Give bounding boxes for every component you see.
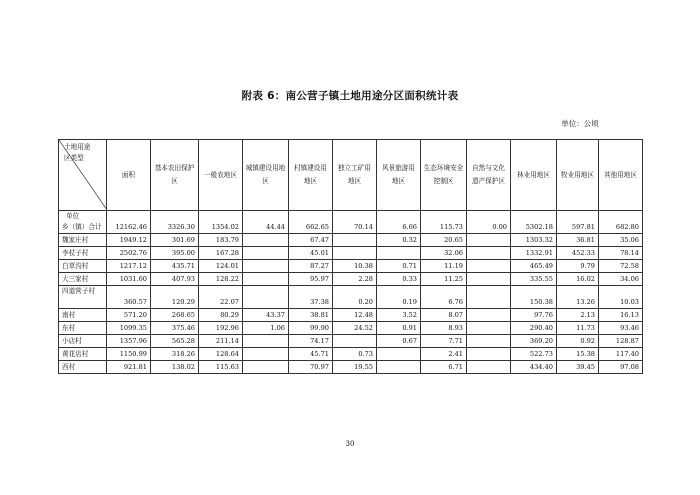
table-cell: 34.06 xyxy=(599,273,643,286)
table-cell: 12162.46 xyxy=(107,211,151,234)
table-cell: 435.71 xyxy=(151,260,199,273)
table-cell: 11.25 xyxy=(421,273,467,286)
table-cell: 67.47 xyxy=(289,234,333,247)
header-row xyxy=(59,140,643,211)
table-cell: 211.14 xyxy=(199,335,243,348)
col-header: 独立工矿用地区 xyxy=(333,140,377,211)
table-cell xyxy=(243,234,289,247)
table-cell: 43.37 xyxy=(243,309,289,322)
table-cell: 11.19 xyxy=(421,260,467,273)
table-cell: 115.63 xyxy=(199,361,243,374)
table-cell xyxy=(243,286,289,309)
table-cell: 565.28 xyxy=(151,335,199,348)
row-name: 西村 xyxy=(59,361,107,374)
table-cell: 72.58 xyxy=(599,260,643,273)
table-cell: 407.93 xyxy=(151,273,199,286)
table-cell: 128.87 xyxy=(599,335,643,348)
table-cell: 44.44 xyxy=(243,211,289,234)
table-cell: 301.69 xyxy=(151,234,199,247)
table-row xyxy=(59,335,643,348)
table-cell xyxy=(467,247,511,260)
row-name: 南村 xyxy=(59,309,107,322)
col-header: 基本农田保护区 xyxy=(151,140,199,211)
table-cell: 10.03 xyxy=(599,286,643,309)
table-cell xyxy=(467,309,511,322)
table-cell: 0.32 xyxy=(377,234,421,247)
table-cell: 95.97 xyxy=(289,273,333,286)
table-cell: 369.20 xyxy=(511,335,557,348)
table-cell: 0.33 xyxy=(377,273,421,286)
table-cell: 434.40 xyxy=(511,361,557,374)
table-cell: 19.55 xyxy=(333,361,377,374)
table-cell: 1332.91 xyxy=(511,247,557,260)
table-cell: 8.93 xyxy=(421,322,467,335)
row-name: 四道营子村 xyxy=(59,286,107,309)
table-cell: 183.79 xyxy=(199,234,243,247)
table-cell: 0.73 xyxy=(333,348,377,361)
table-cell xyxy=(243,335,289,348)
table-cell xyxy=(243,361,289,374)
table-cell: 682.80 xyxy=(599,211,643,234)
corner-header-cell xyxy=(59,140,107,211)
table-cell xyxy=(377,361,421,374)
table-cell: 20.65 xyxy=(421,234,467,247)
table-cell: 0.20 xyxy=(333,286,377,309)
row-name: 乡（镇）合计 xyxy=(62,223,102,231)
table-cell: 1031.60 xyxy=(107,273,151,286)
table-cell xyxy=(467,234,511,247)
table-cell: 11.73 xyxy=(557,322,599,335)
table-cell: 2.28 xyxy=(333,273,377,286)
row-name: 小店村 xyxy=(59,335,107,348)
table-cell: 0.92 xyxy=(557,335,599,348)
table-row xyxy=(59,211,643,234)
row-name: 白草沟村 xyxy=(59,260,107,273)
table-cell: 24.52 xyxy=(333,322,377,335)
row-name: 李杖子村 xyxy=(59,247,107,260)
table-cell: 87.27 xyxy=(289,260,333,273)
table-cell: 268.65 xyxy=(151,309,199,322)
table-cell xyxy=(377,247,421,260)
table-cell xyxy=(467,260,511,273)
corner-bottom-label: 单位 xyxy=(66,212,80,220)
table-cell xyxy=(467,286,511,309)
col-header: 生态环境安全控制区 xyxy=(421,140,467,211)
table-cell: 2.41 xyxy=(421,348,467,361)
table-cell: 6.66 xyxy=(377,211,421,234)
table-cell: 2.13 xyxy=(557,309,599,322)
table-cell: 360.57 xyxy=(107,286,151,309)
table-cell: 452.33 xyxy=(557,247,599,260)
table-cell: 1150.99 xyxy=(107,348,151,361)
table-cell: 8.07 xyxy=(421,309,467,322)
table-cell: 115.73 xyxy=(421,211,467,234)
table-cell: 15.38 xyxy=(557,348,599,361)
col-header: 城镇建设用地区 xyxy=(243,140,289,211)
col-header: 自然与文化遗产保护区 xyxy=(467,140,511,211)
table-cell: 80.29 xyxy=(199,309,243,322)
table-cell: 97.08 xyxy=(599,361,643,374)
table-cell: 36.81 xyxy=(557,234,599,247)
table-cell xyxy=(467,322,511,335)
table-row xyxy=(59,247,643,260)
table-cell: 32.06 xyxy=(421,247,467,260)
table-cell: 921.81 xyxy=(107,361,151,374)
col-header: 一般农地区 xyxy=(199,140,243,211)
table-cell: 1354.02 xyxy=(199,211,243,234)
table-cell xyxy=(377,348,421,361)
table-cell xyxy=(467,273,511,286)
table-cell: 2502.76 xyxy=(107,247,151,260)
table-cell xyxy=(333,247,377,260)
table-cell: 0.67 xyxy=(377,335,421,348)
table-cell: 597.81 xyxy=(557,211,599,234)
col-header: 林业用地区 xyxy=(511,140,557,211)
table-cell: 12.48 xyxy=(333,309,377,322)
table-cell xyxy=(467,361,511,374)
table-cell: 45.71 xyxy=(289,348,333,361)
table-cell: 395.00 xyxy=(151,247,199,260)
table-cell: 138.02 xyxy=(151,361,199,374)
table-cell: 37.38 xyxy=(289,286,333,309)
table-cell: 522.73 xyxy=(511,348,557,361)
land-use-table xyxy=(58,139,643,374)
table-cell: 290.40 xyxy=(511,322,557,335)
table-cell: 375.46 xyxy=(151,322,199,335)
table-cell xyxy=(243,273,289,286)
row-name-cell xyxy=(59,211,107,234)
col-header: 面积 xyxy=(107,140,151,211)
table-cell: 0.91 xyxy=(377,322,421,335)
table-cell: 0.00 xyxy=(467,211,511,234)
row-name: 大三家村 xyxy=(59,273,107,286)
table-cell: 70.97 xyxy=(289,361,333,374)
table-cell: 74.17 xyxy=(289,335,333,348)
page-number: 30 xyxy=(345,440,355,448)
table-cell: 16.02 xyxy=(557,273,599,286)
row-name: 魏家庄村 xyxy=(59,234,107,247)
table-cell: 662.65 xyxy=(289,211,333,234)
table-row xyxy=(59,273,643,286)
table-cell: 6.71 xyxy=(421,361,467,374)
table-cell: 128.64 xyxy=(199,348,243,361)
table-cell: 6.76 xyxy=(421,286,467,309)
table-cell: 93.46 xyxy=(599,322,643,335)
table-cell xyxy=(243,348,289,361)
table-row xyxy=(59,348,643,361)
table-cell: 5302.18 xyxy=(511,211,557,234)
table-cell: 1357.96 xyxy=(107,335,151,348)
table-cell: 7.71 xyxy=(421,335,467,348)
table-row xyxy=(59,286,643,309)
table-cell: 10.38 xyxy=(333,260,377,273)
table-cell: 78.14 xyxy=(599,247,643,260)
table-cell: 167.28 xyxy=(199,247,243,260)
table-cell: 97.76 xyxy=(511,309,557,322)
row-name: 东村 xyxy=(59,322,107,335)
table-cell: 1217.12 xyxy=(107,260,151,273)
table-cell: 3326.30 xyxy=(151,211,199,234)
table-cell: 1.06 xyxy=(243,322,289,335)
table-row xyxy=(59,309,643,322)
table-cell: 150.38 xyxy=(511,286,557,309)
table-cell xyxy=(243,260,289,273)
col-header: 村镇建设用地区 xyxy=(289,140,333,211)
table-cell: 318.26 xyxy=(151,348,199,361)
row-name: 黄花店村 xyxy=(59,348,107,361)
table-row xyxy=(59,322,643,335)
table-cell: 99.90 xyxy=(289,322,333,335)
table-cell: 1303.32 xyxy=(511,234,557,247)
table-row xyxy=(59,260,643,273)
col-header: 风景旅游用地区 xyxy=(377,140,421,211)
table-cell: 0.19 xyxy=(377,286,421,309)
table-cell: 465.49 xyxy=(511,260,557,273)
table-row xyxy=(59,361,643,374)
table-cell: 124.01 xyxy=(199,260,243,273)
table-cell: 13.26 xyxy=(557,286,599,309)
unit-label: 单位：公顷 xyxy=(561,119,599,128)
table-cell: 38.81 xyxy=(289,309,333,322)
table-cell xyxy=(333,335,377,348)
col-header: 其他用地区 xyxy=(599,140,643,211)
table-cell: 1949.12 xyxy=(107,234,151,247)
table-cell: 117.40 xyxy=(599,348,643,361)
table-cell: 192.96 xyxy=(199,322,243,335)
table-cell: 3.52 xyxy=(377,309,421,322)
table-cell: 128.22 xyxy=(199,273,243,286)
table-cell: 9.79 xyxy=(557,260,599,273)
table-cell xyxy=(243,247,289,260)
table-cell: 120.29 xyxy=(151,286,199,309)
corner-top-label: 土地用途区类型 xyxy=(64,143,91,162)
table-cell xyxy=(467,335,511,348)
table-cell: 39.45 xyxy=(557,361,599,374)
table-row xyxy=(59,234,643,247)
table-cell: 16.13 xyxy=(599,309,643,322)
table-cell: 45.01 xyxy=(289,247,333,260)
table-cell xyxy=(333,234,377,247)
table-cell: 335.55 xyxy=(511,273,557,286)
table-cell: 0.71 xyxy=(377,260,421,273)
table-cell: 35.06 xyxy=(599,234,643,247)
col-header: 牧业用地区 xyxy=(557,140,599,211)
table-cell xyxy=(467,348,511,361)
table-cell: 22.07 xyxy=(199,286,243,309)
table-cell: 571.20 xyxy=(107,309,151,322)
table-cell: 1099.35 xyxy=(107,322,151,335)
table-cell: 70.14 xyxy=(333,211,377,234)
page-title: 附表 6：南公营子镇土地用途分区面积统计表 xyxy=(241,90,459,102)
